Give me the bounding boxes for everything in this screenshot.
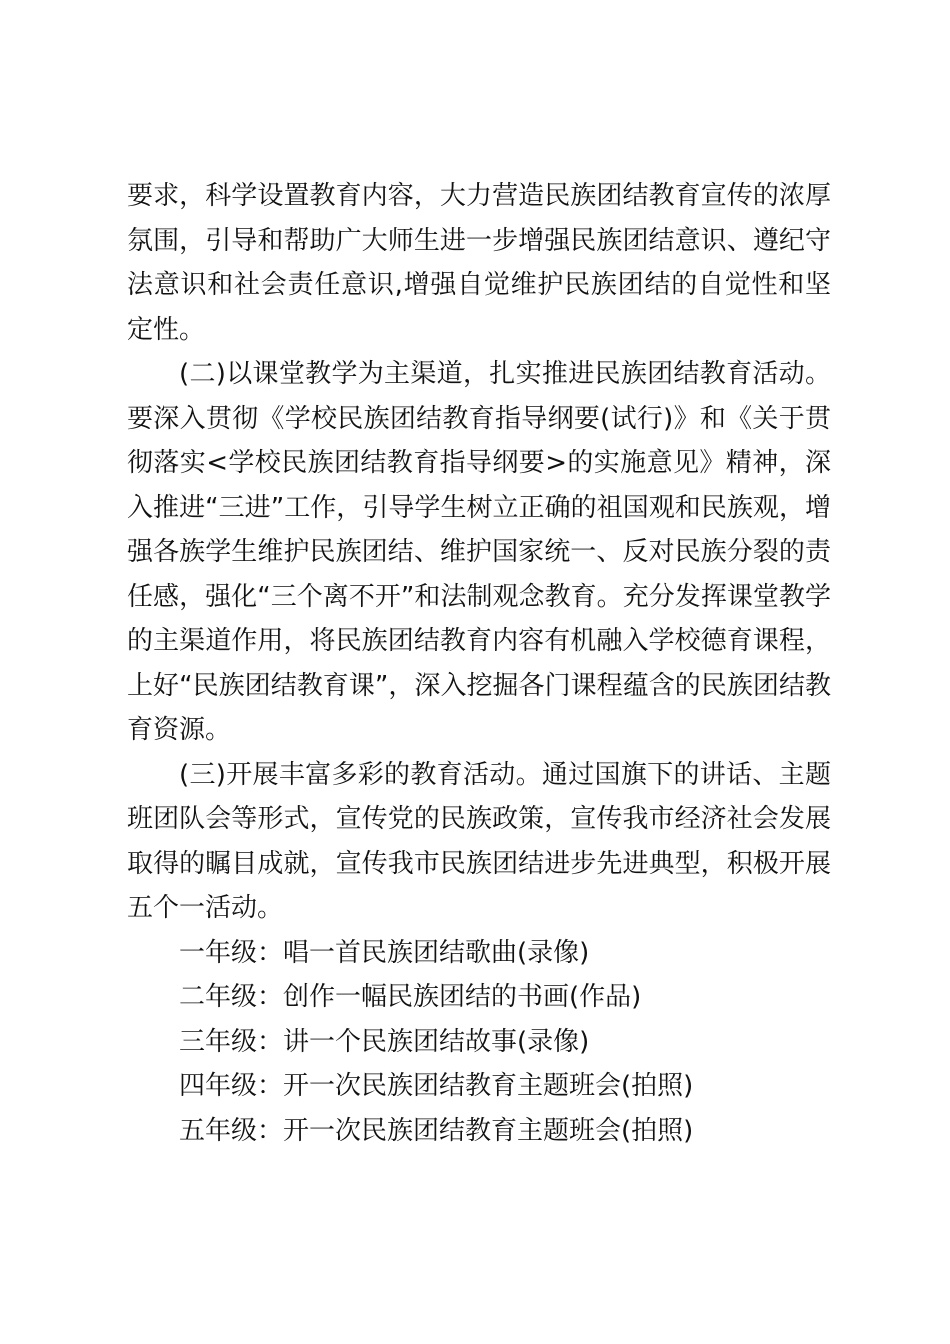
document-body bbox=[127, 174, 831, 1153]
paragraph-classroom-teaching: (二)以课堂教学为主渠道，扎实推进民族团结教育活动。要深入贯彻《学校民族团结教育指导纲要(试行)》和《关于贯彻落实<学校民族团结教育指导纲要>的实施意见》精神，深入推进“三进”工作，引导学生树立正确的祖国观和民族观，增强各族学生维护民族团结、维护国家统一、反对民族分裂的责任感，强化“三个离不开”和法制观念教育。充分发挥课堂教学的主渠道作用，将民族团结教育内容有机融入学校德育课程，上好“民族团结教育课”，深入挖掘各门课程蕴含的民族团结教育资源。 bbox=[127, 359, 831, 745]
paragraph-education-activities: (三)开展丰富多彩的教育活动。通过国旗下的讲话、主题班团队会等形式，宣传党的民族政策，宣传我市经济社会发展取得的瞩目成就，宣传我市民族团结进步先进典型，积极开展五个一活动。 bbox=[127, 759, 831, 923]
grade-activity-item: 一年级：唱一首民族团结歌曲(录像) bbox=[179, 937, 590, 968]
grade-activity-item: 四年级：开一次民族团结教育主题班会(拍照) bbox=[179, 1071, 694, 1101]
grade-activity-item: 三年级：讲一个民族团结故事(录像) bbox=[179, 1026, 590, 1057]
paragraph-continuation: 要求，科学设置教育内容，大力营造民族团结教育宣传的浓厚氛围，引导和帮助广大师生进一步增强民族团结意识、遵纪守法意识和社会责任意识,增强自觉维护民族团结的自觉性和坚定性。 bbox=[127, 181, 831, 345]
grade-activity-item: 五年级：开一次民族团结教育主题班会(拍照) bbox=[179, 1115, 694, 1146]
grade-activity-item: 二年级：创作一幅民族团结的书画(作品) bbox=[179, 982, 642, 1012]
